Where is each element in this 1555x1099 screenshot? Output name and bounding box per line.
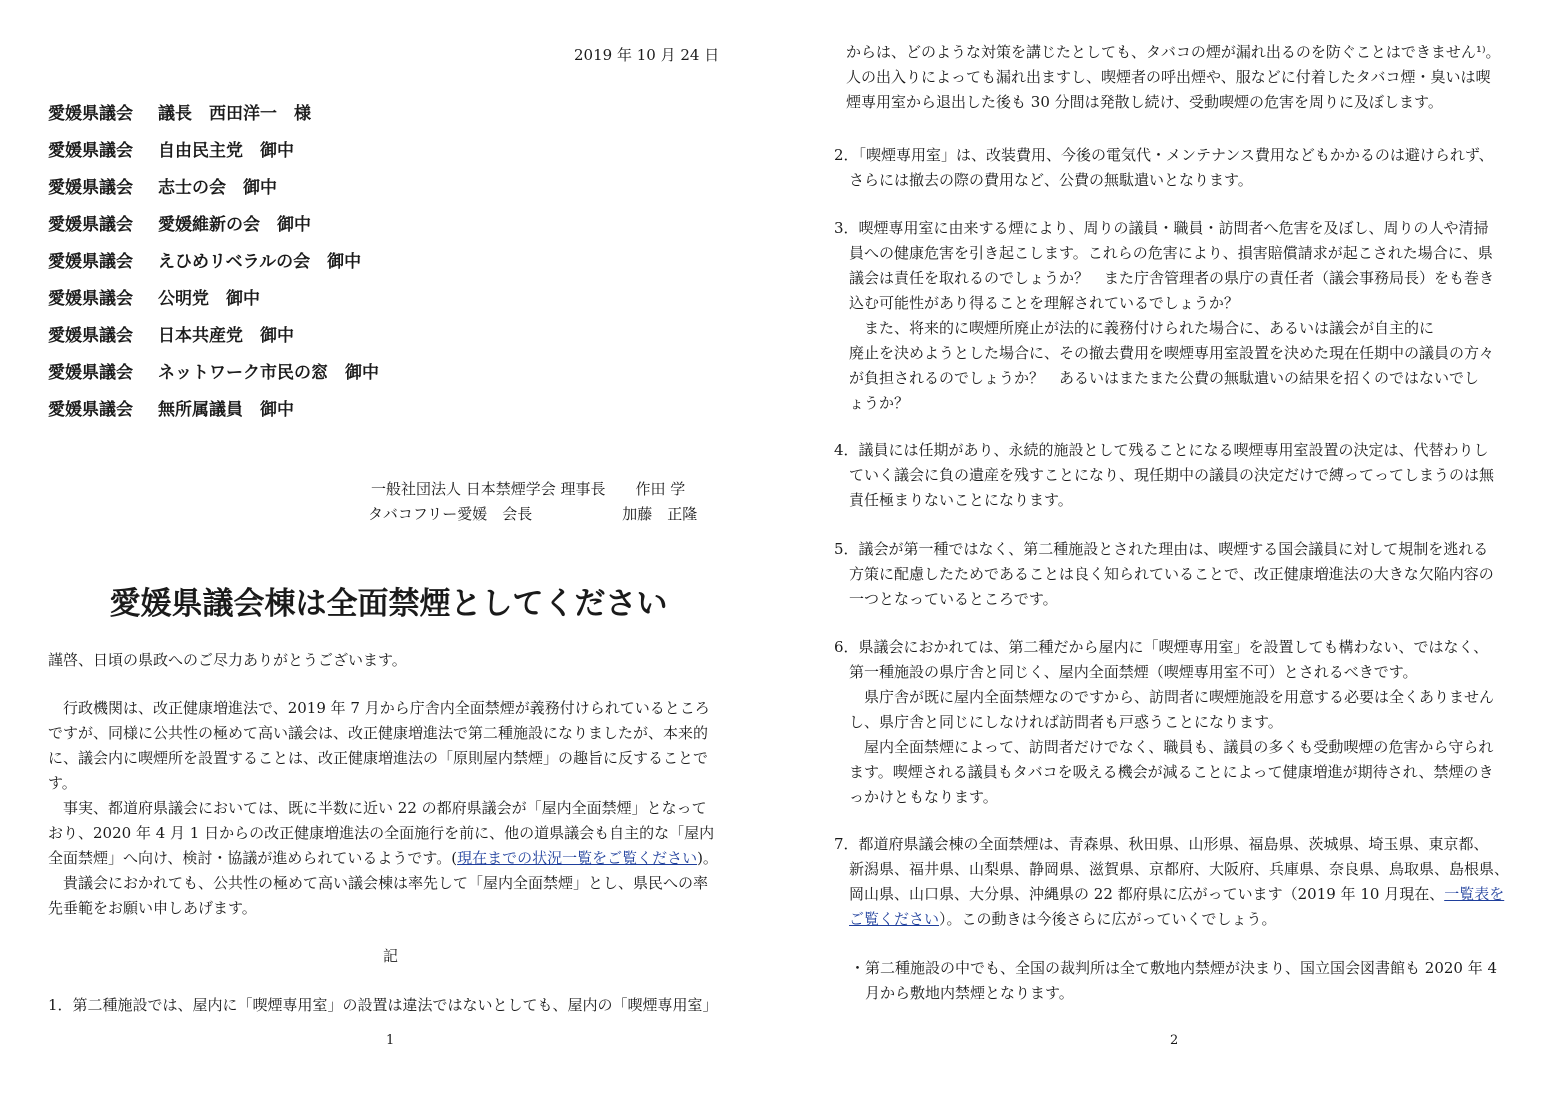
sender-line-2: タバコフリー愛媛 会長 加藤 正隆 [368, 505, 698, 523]
addressee-org: 愛媛県議会 [48, 400, 133, 420]
page-number: 2 [1170, 1033, 1179, 1048]
prefecture-list-link-cont[interactable]: ご覧ください [849, 910, 940, 928]
page-number: 1 [386, 1033, 395, 1048]
page-left [0, 0, 777, 1099]
addressee-recipient: ネットワーク市民の窓 御中 [158, 363, 379, 383]
addressee-row [48, 395, 294, 420]
addressee-recipient: えひめリベラルの会 御中 [158, 252, 362, 272]
item-1-start: 1．第二種施設では、屋内に「喫煙専用室」の設置は違法ではないとしても、屋内の「喫煙専用室」 [48, 996, 718, 1014]
item-6: 6．県議会におかれては、第二種だから屋内に「喫煙専用室」を設置しても構わない、ではなく、 第一種施設の県庁舎と同じく、屋内全面禁煙（喫煙専用室不可）とされるべきです。 県庁舎が既に屋内全面禁煙なのですから、訪問者に喫煙施設を用意する必要は全くありません し、県庁舎と同じにしなければ訪問者も戸惑うことになります。 屋内全面禁煙によって、訪問者だけでなく、職員も、議員の多くも受動喫煙の危害から守られ ます。喫煙される議員もタバコを吸える機会が減ることによって健康増進が期待され、禁煙のき っかけともなります。 [834, 638, 1495, 806]
document-title: 愛媛県議会棟は全面禁煙としてください [109, 586, 668, 622]
addressee-org: 愛媛県議会 [48, 178, 133, 198]
addressee-org: 愛媛県議会 [48, 363, 133, 383]
addressee-recipient: 愛媛維新の会 御中 [158, 215, 311, 235]
item-2: 2．「喫煙専用室」は、改装費用、今後の電気代・メンテナンス費用などもかかるのは避けられず、 さらには撤去の際の費用など、公費の無駄遣いとなります。 [834, 146, 1494, 189]
body-paragraph-3: 貴議会におかれても、公共性の極めて高い議会棟は率先して「屋内全面禁煙」とし、県民への率 先垂範をお願い申しあげます。 [48, 874, 709, 917]
addressee-row [48, 136, 294, 161]
addressee-recipient: 議長 西田洋一 様 [158, 104, 311, 124]
addressee-org: 愛媛県議会 [48, 215, 133, 235]
addressee-recipient: 公明党 御中 [158, 289, 260, 309]
addressee-recipient: 自由民主党 御中 [158, 141, 294, 161]
addressee-row [48, 99, 311, 124]
item-7: 7．都道府県議会棟の全面禁煙は、青森県、秋田県、山形県、福島県、茨城県、埼玉県、東京都、 新潟県、福井県、山梨県、静岡県、滋賀県、京都府、大阪府、兵庫県、奈良県、鳥取県、島根県、 岡山県、山口県、大分県、沖縄県の 22 都府県に広がっています（2019 年 10 月現在、一覧表を ご覧ください）。この動きは今後さらに広がっていくでしょう。 [834, 835, 1510, 928]
item-3: 3．喫煙専用室に由来する煙により、周りの議員・職員・訪問者へ危害を及ぼし、周りの人や清掃 員への健康危害を引き起こします。これらの危害により、損害賠償請求が起こされた場合に、県 議会は責任を取れるのでしょうか？ また庁舎管理者の県庁の責任者（議会事務局長）をも巻き 込む可能性があり得ることを理解されているでしょうか？ また、将来的に喫煙所廃止が法的に義務付けられた場合に、あるいは議会が自主的に 廃止を決めようとした場合に、その撤去費用を喫煙専用室設置を決めた現在任期中の議員の方々 が負担されるのでしょうか？ あるいはまたまた公費の無駄遣いの結果を招くのではないでし ょうか？ [834, 219, 1495, 412]
addressee-org: 愛媛県議会 [48, 141, 133, 161]
item-5: 5．議会が第一種ではなく、第二種施設とされた理由は、喫煙する国会議員に対して規制を逃れる 方策に配慮したためであることは良く知られていることで、改正健康増進法の大きな欠陥内容の 一つとなっているところです。 [834, 540, 1494, 608]
prefecture-list-link[interactable]: 一覧表を [1444, 885, 1505, 903]
sender-line-1: 一般社団法人 日本禁煙学会 理事長 作田 学 [371, 480, 686, 498]
addressee-recipient: 日本共産党 御中 [158, 326, 294, 346]
body-paragraph-1: 行政機関は、改正健康増進法で、2019 年 7 月から庁舎内全面禁煙が義務付けられているところ ですが、同様に公共性の極めて高い議会は、改正健康増進法で第二種施設になりましたが、本来的 に、議会内に喫煙所を設置することは、改正健康増進法の「原則屋内禁煙」の趣旨に反することで す。 [48, 699, 710, 792]
item-1-continued: からは、どのような対策を講じたとしても、タバコの煙が漏れ出るのを防ぐことはできません¹⁾。 人の出入りによっても漏れ出ますし、喫煙者の呼出煙や、服などに付着したタバコ煙・臭いは喫 煙専用室から退出した後も 30 分間は発散し続け、受動喫煙の危害を周りに及ぼします。 [846, 43, 1501, 111]
greeting: 謹啓、日頃の県政へのご尽力ありがとうございます。 [48, 651, 407, 669]
bullet-note: ・第二種施設の中でも、全国の裁判所は全て敷地内禁煙が決まり、国立国会図書館も 2020 年 4 月から敷地内禁煙となります。 [850, 959, 1498, 1002]
addressee-row [48, 173, 277, 198]
addressee-row [48, 321, 294, 346]
status-list-link[interactable]: 現在までの状況一覧をご覧ください [457, 849, 698, 867]
item-4: 4．議員には任期があり、永続的施設として残ることになる喫煙専用室設置の決定は、代替わりし ていく議会に負の遺産を残すことになり、現任期中の議員の決定だけで縛ってってしまうのは無 責任極まりないことになります。 [834, 441, 1495, 509]
addressee-recipient: 志士の会 御中 [158, 178, 277, 198]
addressee-org: 愛媛県議会 [48, 252, 133, 272]
addressee-row [48, 247, 361, 272]
addressee-org: 愛媛県議会 [48, 326, 133, 346]
addressee-row [48, 210, 311, 235]
addressee-row [48, 284, 260, 309]
ki-heading: 記 [383, 947, 399, 965]
body-paragraph-2: 事実、都道府県議会においては、既に半数に近い 22 の都府県議会が「屋内全面禁煙」となって おり、2020 年 4 月 1 日からの改正健康増進法の全面施行を前に、他の道県議会も自主的な「屋内 全面禁煙」へ向け、検討・協議が進められているようです。(現在までの状況一覧をご覧ください)。 [48, 799, 718, 867]
addressee-recipient: 無所属議員 御中 [158, 400, 294, 420]
addressee-org: 愛媛県議会 [48, 289, 133, 309]
page-right [778, 0, 1555, 1099]
addressee-org: 愛媛県議会 [48, 104, 133, 124]
letter-date: 2019 年 10 月 24 日 [574, 46, 720, 64]
addressee-row [48, 358, 379, 383]
